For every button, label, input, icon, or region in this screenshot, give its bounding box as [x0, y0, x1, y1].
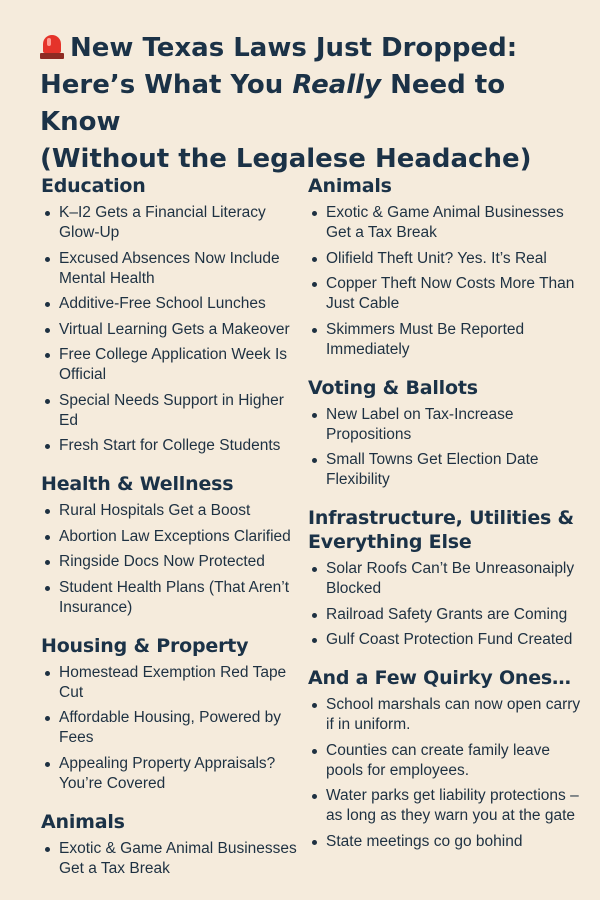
- section-and-a-few-quirky-ones: [308, 666, 588, 852]
- list-item: Olifield Theft Unit? Yes. It’s Real: [308, 249, 588, 269]
- bullet-list: [308, 405, 588, 491]
- list-item: Free College Application Week Is Official: [41, 345, 303, 385]
- bullet-list: [41, 501, 303, 618]
- list-item: Exotic & Game Animal Businesses Get a Tax Break: [308, 203, 588, 243]
- section-heading: Housing & Property: [41, 634, 249, 657]
- siren-icon: [40, 33, 64, 59]
- list-item: Rural Hospitals Get a Boost: [41, 501, 303, 521]
- section-health-and-wellness: [41, 472, 303, 618]
- list-item: Affordable Housing, Powered by Fees: [41, 708, 303, 748]
- list-item: State meetings co go bohind: [308, 832, 588, 852]
- list-item: K–I2 Gets a Financial Literacy Glow-Up: [41, 203, 303, 243]
- bullet-list: [308, 203, 588, 360]
- section-heading: And a Few Quirky Ones…: [308, 667, 571, 689]
- section-housing-and-property: [41, 634, 303, 794]
- list-item: Copper Theft Now Costs More Than Just Cable: [308, 274, 588, 314]
- list-item: Homestead Exemption Red Tape Cut: [41, 663, 303, 703]
- list-item: Exotic & Game Animal Businesses Get a Tax Break: [41, 839, 303, 879]
- list-item: Virtual Learning Gets a Makeover: [41, 320, 303, 340]
- page-title: [40, 30, 590, 178]
- list-item: Gulf Coast Protection Fund Created: [308, 630, 588, 650]
- list-item: Excused Absences Now Include Mental Health: [41, 249, 303, 289]
- section-heading: Education: [41, 175, 146, 197]
- list-item: Additive-Free School Lunches: [41, 294, 303, 314]
- list-item: School marshals can now open carry if in uniform.: [308, 695, 588, 735]
- list-item: Ringside Docs Now Protected: [41, 552, 303, 572]
- title-line-2-pre: Here’s What You: [40, 70, 293, 100]
- list-item: New Label on Tax-Increase Propositions: [308, 405, 588, 445]
- section-animals: [41, 810, 303, 879]
- section-voting-and-ballots: [308, 376, 588, 491]
- list-item: Railroad Safety Grants are Coming: [308, 605, 588, 625]
- list-item: Abortion Law Exceptions Clarified: [41, 527, 303, 547]
- list-item: Small Towns Get Election Date Flexibility: [308, 450, 588, 490]
- right-column: [308, 174, 588, 868]
- list-item: Solar Roofs Can’t Be Unreasonaiply Blocked: [308, 559, 588, 599]
- section-animals: [308, 174, 588, 360]
- section-heading: Infrastructure, Utilities & Everything Else: [308, 507, 574, 553]
- section-heading: Voting & Ballots: [308, 376, 478, 399]
- list-item: Skimmers Must Be Reported Immediately: [308, 320, 588, 360]
- section-education: [41, 174, 303, 456]
- list-item: Counties can create family leave pools for employees.: [308, 741, 588, 781]
- list-item: Appealing Property Appraisals? You’re Covered: [41, 754, 303, 794]
- bullet-list: [41, 203, 303, 456]
- list-item: Fresh Start for College Students: [41, 436, 303, 456]
- list-item: Special Needs Support in Higher Ed: [41, 391, 303, 431]
- bullet-list: [41, 839, 303, 879]
- section-heading: Health & Wellness: [41, 473, 234, 495]
- list-item: Student Health Plans (That Aren’t Insurance): [41, 578, 303, 618]
- left-column: [41, 174, 303, 895]
- bullet-list: [308, 695, 588, 852]
- section-heading: Animals: [41, 810, 125, 833]
- section-heading: Animals: [308, 175, 392, 197]
- bullet-list: [41, 663, 303, 794]
- section-infrastructure-utilities-and-everything-else: [308, 506, 588, 650]
- title-line-2-post: Need to Know: [40, 70, 506, 137]
- title-line-1: New Texas Laws Just Dropped:: [70, 33, 518, 63]
- title-line-3: (Without the Legalese Headache): [40, 144, 532, 174]
- list-item: Water parks get liability protections –as long as they warn you at the gate: [308, 786, 588, 826]
- bullet-list: [308, 559, 588, 650]
- title-line-2-emphasis: Really: [292, 70, 382, 100]
